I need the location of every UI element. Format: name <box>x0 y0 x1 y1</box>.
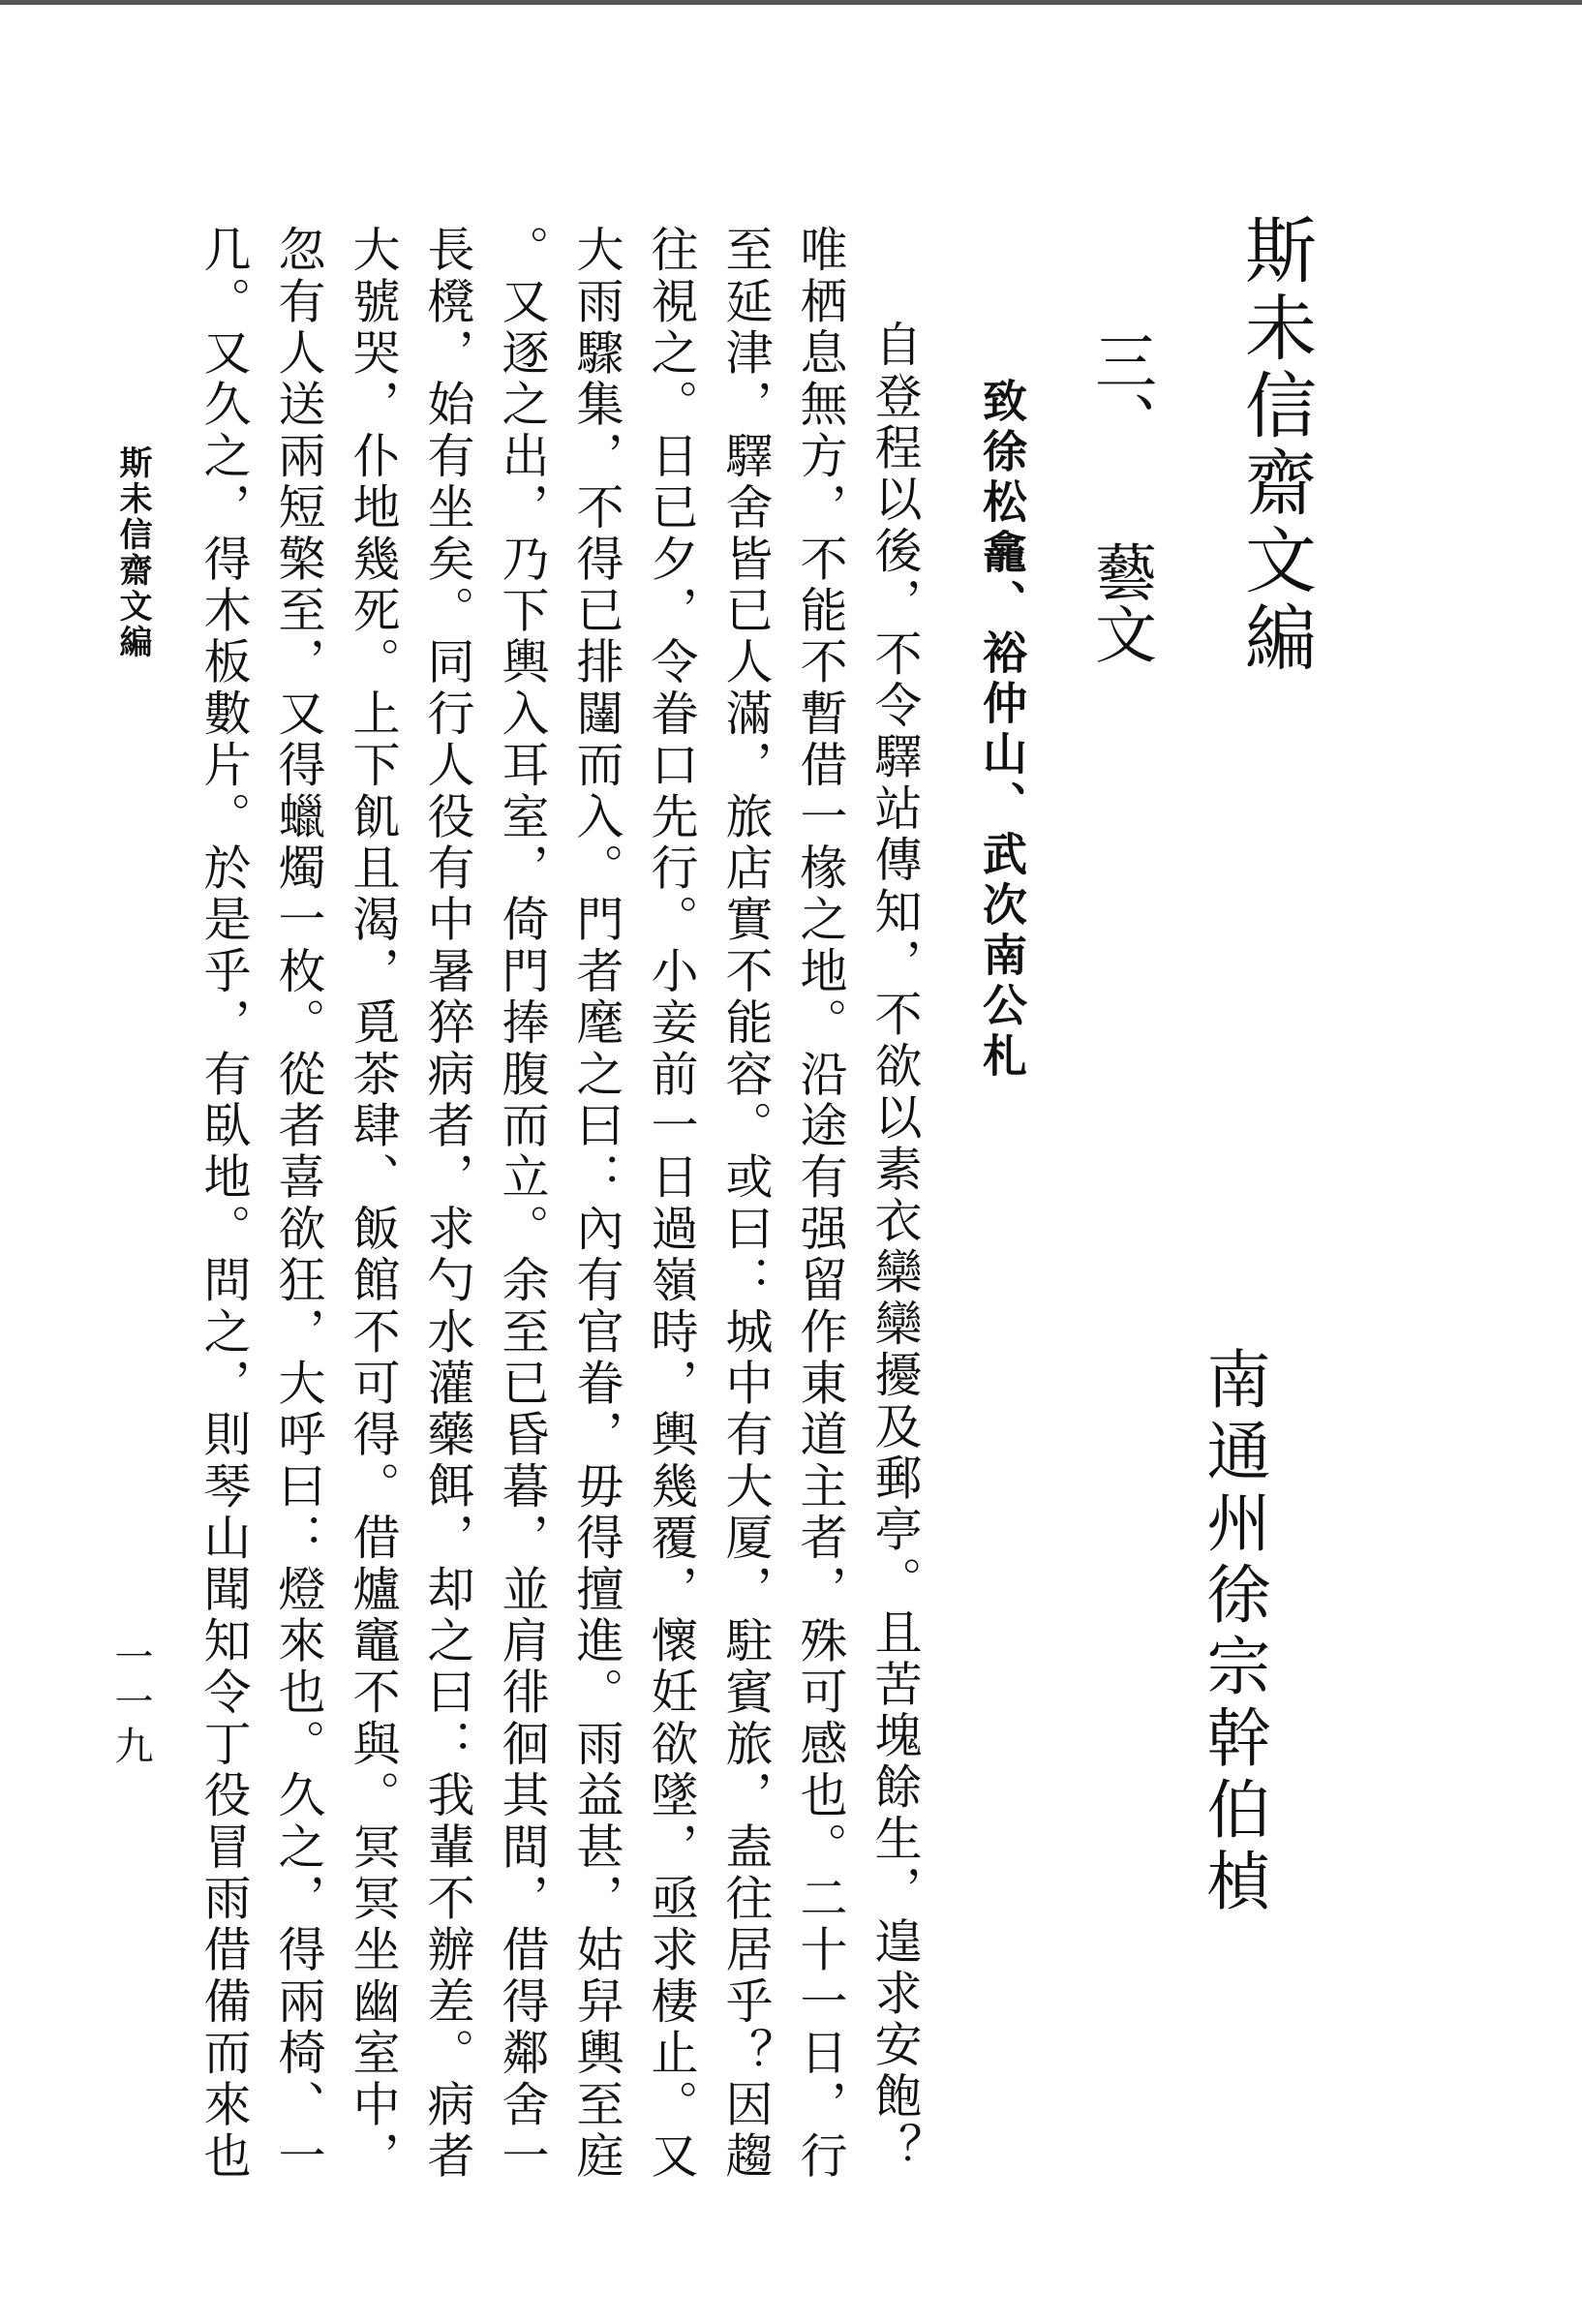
book-title: 斯未信齋文編 <box>1233 213 1317 678</box>
section-number: 三、 <box>1084 329 1156 453</box>
letter-title: 致徐松龕、裕仲山、武次南公札 <box>976 378 1028 1083</box>
page-number: 一一九 <box>108 1636 153 1770</box>
top-border-rule <box>0 0 1582 5</box>
footer-book-title: 斯未信齋文編 <box>113 445 152 660</box>
body-line-2: 唯栖息無方，不能不暫借一椽之地。沿途有强留作東道主者，殊可感也。二十一日，行 <box>793 225 848 2183</box>
body-line-1: 自登程以後，不令驛站傳知，不欲以素衣欒欒擾及郵亭。且苦塊餘生，遑求安飽？ <box>867 320 923 2175</box>
body-line-8: 大號哭，仆地幾死。上下飢且渴，覓茶肆、飯館不可得。借爐竈不與。冥冥坐幽室中， <box>346 225 401 2183</box>
section-name: 藝文 <box>1084 540 1156 664</box>
body-line-3: 至延津，驛舍皆已人滿，旅店實不能容。或曰：城中有大厦，駐賓旅，盍往居乎？因趨 <box>718 225 774 2183</box>
body-line-7: 長櫈，始有坐矣。同行人役有中暑猝病者，求勺水灌藥餌，却之曰：我輩不辦差。病者 <box>420 225 475 2183</box>
body-line-10: 几。又久之，得木板數片。於是乎，有臥地。問之，則琴山聞知令丁役冒雨借備而來也 <box>197 225 252 2183</box>
body-line-6: 。又逐之出，乃下輿入耳室，倚門捧腹而立。余至已昏暮，並肩徘徊其間，借得鄰舍一 <box>495 225 550 2183</box>
body-line-4: 往視之。日已夕，令眷口先行。小妾前一日過嶺時，輿幾覆，懷妊欲墜，亟求棲止。又 <box>644 225 699 2183</box>
section-heading <box>1084 329 1156 664</box>
body-line-5: 大雨驟集，不得已排闥而入。門者麾之曰：內有官眷，毋得擅進。雨益甚，姑舁輿至庭 <box>569 225 624 2183</box>
author-name: 南通州徐宗幹伯楨 <box>1196 1346 1270 1919</box>
body-line-9: 忽有人送兩短檠至，又得蠟燭一枚。從者喜欲狂，大呼曰：燈來也。久之，得兩椅、一 <box>271 225 326 2183</box>
